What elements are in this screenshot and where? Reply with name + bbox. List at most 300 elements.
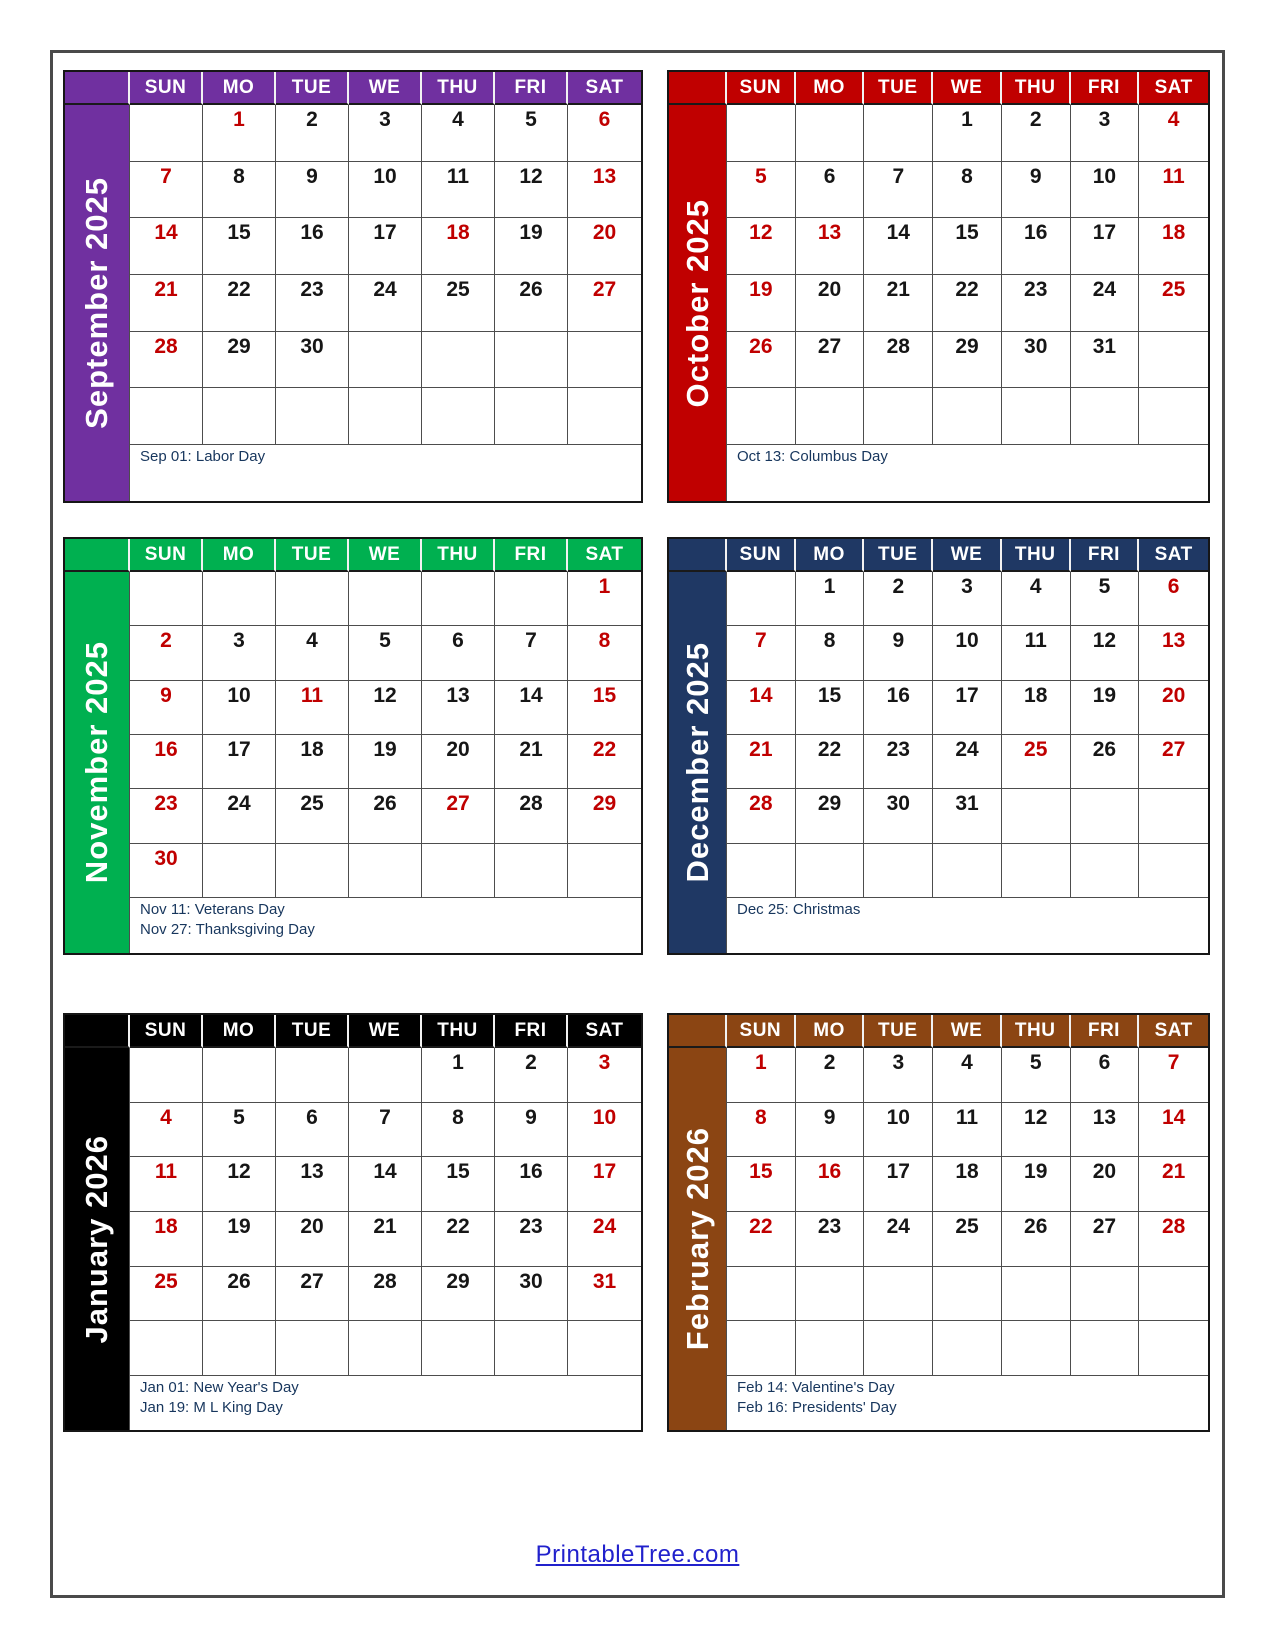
date-number: 15 [817, 683, 842, 707]
date-number: 7 [1167, 1051, 1180, 1074]
date-cell [796, 789, 865, 843]
day-header-sat: SAT [1139, 539, 1208, 572]
day-header-we: WE [349, 72, 422, 105]
date-number: 27 [1092, 1215, 1117, 1238]
date-number: 26 [1024, 1215, 1048, 1238]
date-cell [1071, 332, 1140, 389]
holiday-note: Dec 25: Christmas [737, 900, 861, 918]
date-cell [276, 789, 349, 843]
date-number: 18 [1161, 221, 1186, 245]
date-cell [349, 735, 422, 789]
date-cell [1071, 275, 1140, 332]
date-cell [1002, 162, 1071, 219]
date-cell [568, 332, 641, 389]
day-header-fri: FRI [1071, 72, 1140, 105]
date-cell [1002, 681, 1071, 735]
date-number: 1 [598, 575, 611, 598]
date-cell [1071, 1157, 1140, 1212]
date-cell [203, 681, 276, 735]
date-number: 10 [1092, 164, 1117, 188]
date-number: 24 [592, 1215, 617, 1238]
date-cell [422, 388, 495, 445]
date-number: 9 [892, 629, 905, 653]
date-cell [933, 1321, 1002, 1376]
date-number: 17 [227, 737, 251, 761]
day-header-tue: TUE [864, 1015, 933, 1048]
month-sidebar [65, 572, 130, 953]
date-number: 22 [749, 1215, 773, 1238]
date-cell [1071, 789, 1140, 843]
date-cell [796, 388, 865, 445]
date-number: 12 [749, 221, 773, 245]
date-cell [933, 789, 1002, 843]
date-number: 2 [306, 108, 318, 131]
date-cell [933, 681, 1002, 735]
date-number: 20 [592, 221, 617, 245]
date-cell [203, 572, 276, 626]
date-number: 17 [1092, 221, 1117, 245]
date-cell [276, 735, 349, 789]
date-cell [422, 1267, 495, 1322]
date-cell [796, 1212, 865, 1267]
date-cell [349, 1267, 422, 1322]
date-cell [276, 572, 349, 626]
date-cell [422, 572, 495, 626]
date-cell [422, 735, 495, 789]
date-number: 13 [1161, 629, 1186, 653]
date-number: 26 [227, 1269, 251, 1293]
holiday-notes [130, 445, 641, 501]
date-cell [1139, 735, 1208, 789]
date-cell [422, 275, 495, 332]
date-cell [568, 275, 641, 332]
month-title: October 2025 [679, 198, 715, 408]
day-header-thu: THU [422, 539, 495, 572]
footer [0, 1541, 1275, 1569]
date-cell [1071, 1267, 1140, 1322]
date-cell [1002, 1267, 1071, 1322]
date-cell [495, 1157, 568, 1212]
date-cell [933, 735, 1002, 789]
date-cell [933, 572, 1002, 626]
date-cell [1002, 789, 1071, 843]
date-cell [568, 1103, 641, 1158]
date-number: 4 [1029, 575, 1042, 598]
date-cell [796, 1157, 865, 1212]
date-number: 9 [160, 683, 172, 707]
date-cell [1071, 735, 1140, 789]
date-number: 18 [154, 1215, 178, 1238]
date-number: 22 [817, 737, 842, 761]
date-cell [1139, 105, 1208, 162]
date-number: 11 [154, 1160, 178, 1184]
date-number: 18 [446, 221, 470, 245]
day-header-thu: THU [422, 1015, 495, 1048]
date-number: 22 [955, 278, 979, 301]
date-number: 12 [519, 164, 543, 188]
date-number: 9 [823, 1105, 836, 1129]
date-number: 8 [823, 629, 836, 653]
date-number: 22 [227, 278, 251, 301]
day-header-thu: THU [1002, 72, 1071, 105]
date-cell [495, 572, 568, 626]
date-number: 2 [160, 629, 172, 653]
date-number: 19 [1092, 683, 1117, 707]
date-number: 30 [1024, 334, 1048, 358]
date-number: 23 [1024, 278, 1048, 301]
date-number: 3 [892, 1051, 905, 1074]
date-cell [203, 388, 276, 445]
date-cell [422, 789, 495, 843]
date-cell [349, 844, 422, 898]
date-cell [796, 572, 865, 626]
date-cell [1139, 572, 1208, 626]
date-number: 20 [300, 1215, 324, 1238]
date-number: 21 [519, 737, 543, 761]
date-number: 27 [817, 334, 842, 358]
date-number: 28 [373, 1269, 397, 1293]
month-title: December 2025 [679, 642, 715, 883]
date-number: 27 [1161, 737, 1186, 761]
date-number: 5 [1029, 1051, 1042, 1074]
date-number: 4 [306, 629, 318, 653]
month-title: February 2026 [679, 1127, 715, 1351]
date-number: 31 [1092, 334, 1117, 358]
date-number: 1 [755, 1051, 767, 1074]
printabletree-link[interactable]: PrintableTree.com [535, 1541, 740, 1568]
date-number: 17 [955, 683, 979, 707]
date-number: 12 [1024, 1105, 1048, 1129]
date-cell [203, 275, 276, 332]
date-cell [422, 1321, 495, 1376]
holiday-note: Jan 01: New Year's Day [140, 1379, 299, 1396]
date-number: 25 [446, 278, 470, 301]
date-cell [349, 1321, 422, 1376]
date-cell [1139, 789, 1208, 843]
holiday-note: Nov 27: Thanksgiving Day [140, 920, 315, 938]
date-cell [1002, 735, 1071, 789]
date-number: 14 [886, 221, 910, 245]
date-cell [349, 1048, 422, 1103]
date-number: 20 [1161, 683, 1186, 707]
date-cell [864, 1267, 933, 1322]
date-cell [1139, 844, 1208, 898]
date-cell [1139, 1103, 1208, 1158]
date-cell [203, 332, 276, 389]
date-cell [130, 388, 203, 445]
date-number: 24 [227, 792, 251, 816]
date-cell [727, 388, 796, 445]
date-cell [1139, 275, 1208, 332]
date-number: 2 [1029, 108, 1042, 131]
date-number: 6 [306, 1105, 318, 1129]
date-cell [349, 332, 422, 389]
date-number: 9 [525, 1105, 537, 1129]
date-cell [203, 789, 276, 843]
date-number: 11 [446, 164, 470, 188]
date-number: 25 [300, 792, 324, 816]
date-cell [568, 1321, 641, 1376]
date-cell [130, 1157, 203, 1212]
date-cell [276, 1321, 349, 1376]
date-number: 4 [452, 108, 464, 131]
date-cell [796, 1267, 865, 1322]
date-number: 3 [1098, 108, 1111, 131]
date-cell [864, 1212, 933, 1267]
date-cell [203, 1321, 276, 1376]
date-number: 18 [1024, 683, 1048, 707]
date-cell [495, 789, 568, 843]
date-cell [203, 844, 276, 898]
date-number: 6 [1167, 575, 1180, 598]
date-number: 2 [823, 1051, 836, 1074]
day-header-thu: THU [1002, 1015, 1071, 1048]
day-header-fri: FRI [1071, 539, 1140, 572]
date-cell [495, 844, 568, 898]
date-number: 13 [1092, 1105, 1117, 1129]
date-number: 6 [598, 108, 611, 131]
date-cell [130, 681, 203, 735]
date-number: 16 [1024, 221, 1048, 245]
day-header-thu: THU [422, 72, 495, 105]
date-number: 11 [1024, 629, 1047, 653]
date-number: 14 [154, 221, 178, 245]
date-cell [796, 218, 865, 275]
date-cell [1071, 1321, 1140, 1376]
date-cell [727, 1103, 796, 1158]
date-cell [130, 572, 203, 626]
date-cell [864, 332, 933, 389]
date-cell [1071, 388, 1140, 445]
date-cell [933, 1267, 1002, 1322]
date-number: 15 [227, 221, 251, 245]
date-cell [1139, 1212, 1208, 1267]
date-cell [864, 1157, 933, 1212]
date-number: 22 [592, 737, 617, 761]
date-cell [796, 275, 865, 332]
date-cell [130, 735, 203, 789]
day-header-fri: FRI [495, 72, 568, 105]
date-cell [276, 1048, 349, 1103]
holiday-notes [727, 1376, 1208, 1430]
date-cell [422, 1212, 495, 1267]
date-number: 9 [306, 164, 318, 188]
holiday-note: Feb 14: Valentine's Day [737, 1379, 895, 1396]
date-cell [864, 572, 933, 626]
date-cell [568, 388, 641, 445]
date-cell [727, 162, 796, 219]
date-number: 3 [598, 1051, 611, 1074]
date-number: 5 [755, 164, 767, 188]
month-block-september-2025 [63, 70, 643, 503]
date-cell [1002, 388, 1071, 445]
date-cell [349, 1212, 422, 1267]
date-cell [422, 844, 495, 898]
date-number: 28 [1161, 1215, 1186, 1238]
date-cell [349, 388, 422, 445]
date-cell [933, 275, 1002, 332]
day-header-mo: MO [796, 539, 865, 572]
date-number: 30 [886, 792, 910, 816]
date-number: 4 [961, 1051, 973, 1074]
date-number: 8 [233, 164, 245, 188]
day-header-tue: TUE [864, 72, 933, 105]
date-cell [568, 789, 641, 843]
date-cell [130, 275, 203, 332]
date-cell [1002, 1103, 1071, 1158]
date-number: 20 [817, 278, 842, 301]
date-number: 19 [227, 1215, 251, 1238]
date-cell [349, 1103, 422, 1158]
date-number: 10 [955, 629, 979, 653]
date-number: 13 [446, 683, 470, 707]
date-cell [495, 626, 568, 680]
date-cell [568, 1267, 641, 1322]
day-header-sat: SAT [1139, 72, 1208, 105]
date-number: 21 [886, 278, 910, 301]
date-cell [1002, 1321, 1071, 1376]
month-block-january-2026 [63, 1013, 643, 1432]
date-cell [495, 1048, 568, 1103]
holiday-notes [130, 1376, 641, 1430]
date-cell [1002, 332, 1071, 389]
date-cell [1139, 332, 1208, 389]
header-corner-cell [65, 539, 130, 572]
date-number: 4 [1167, 108, 1180, 131]
day-header-fri: FRI [495, 539, 568, 572]
date-cell [727, 1267, 796, 1322]
date-number: 15 [446, 1160, 470, 1184]
date-cell [1139, 681, 1208, 735]
date-cell [130, 1048, 203, 1103]
date-cell [349, 218, 422, 275]
date-number: 26 [749, 334, 773, 358]
date-number: 17 [886, 1160, 910, 1184]
day-header-sun: SUN [130, 539, 203, 572]
date-cell [1071, 162, 1140, 219]
date-number: 10 [592, 1105, 617, 1129]
date-number: 21 [154, 278, 178, 301]
date-number: 28 [886, 334, 910, 358]
date-cell [276, 681, 349, 735]
date-cell [422, 1103, 495, 1158]
date-number: 5 [233, 1105, 245, 1129]
date-cell [422, 681, 495, 735]
date-number: 29 [446, 1269, 470, 1293]
day-header-we: WE [933, 72, 1002, 105]
date-number: 16 [519, 1160, 543, 1184]
date-number: 23 [519, 1215, 543, 1238]
date-cell [495, 1212, 568, 1267]
day-header-tue: TUE [276, 1015, 349, 1048]
date-number: 30 [154, 846, 178, 870]
date-cell [349, 275, 422, 332]
date-cell [1139, 388, 1208, 445]
date-cell [203, 1157, 276, 1212]
date-cell [1002, 1212, 1071, 1267]
day-header-sun: SUN [130, 1015, 203, 1048]
date-number: 31 [592, 1269, 617, 1293]
holiday-notes [727, 445, 1208, 501]
date-cell [130, 1321, 203, 1376]
date-number: 25 [154, 1269, 178, 1293]
date-cell [495, 388, 568, 445]
date-cell [1002, 844, 1071, 898]
date-number: 22 [446, 1215, 470, 1238]
day-header-fri: FRI [495, 1015, 568, 1048]
date-cell [203, 1103, 276, 1158]
date-number: 25 [1161, 278, 1186, 301]
date-number: 5 [379, 629, 391, 653]
day-header-sat: SAT [1139, 1015, 1208, 1048]
date-number: 20 [446, 737, 470, 761]
day-header-thu: THU [1002, 539, 1071, 572]
date-number: 7 [379, 1105, 391, 1129]
date-cell [796, 1321, 865, 1376]
date-number: 27 [592, 278, 617, 301]
date-number: 7 [755, 629, 767, 653]
month-block-november-2025 [63, 537, 643, 955]
date-cell [349, 572, 422, 626]
date-cell [1002, 1048, 1071, 1103]
date-cell [495, 105, 568, 162]
day-header-we: WE [349, 539, 422, 572]
date-number: 23 [154, 792, 178, 816]
date-cell [727, 1212, 796, 1267]
holiday-note: Feb 16: Presidents' Day [737, 1399, 897, 1416]
date-cell [422, 1157, 495, 1212]
date-number: 27 [446, 792, 470, 816]
date-cell [276, 1157, 349, 1212]
date-cell [1139, 1321, 1208, 1376]
date-cell [495, 162, 568, 219]
date-cell [1071, 218, 1140, 275]
day-header-we: WE [933, 1015, 1002, 1048]
date-number: 10 [886, 1105, 910, 1129]
date-number: 24 [886, 1215, 910, 1238]
date-cell [495, 218, 568, 275]
date-cell [130, 332, 203, 389]
day-header-sun: SUN [727, 72, 796, 105]
date-cell [864, 218, 933, 275]
date-number: 31 [955, 792, 979, 816]
date-cell [933, 1103, 1002, 1158]
date-cell [933, 1048, 1002, 1103]
day-header-mo: MO [203, 72, 276, 105]
date-number: 12 [1092, 629, 1117, 653]
date-number: 25 [1024, 737, 1048, 761]
date-number: 25 [955, 1215, 979, 1238]
date-cell [1071, 626, 1140, 680]
date-number: 16 [300, 221, 324, 245]
date-number: 8 [755, 1105, 767, 1129]
date-number: 16 [817, 1160, 842, 1184]
date-number: 11 [1162, 164, 1185, 188]
date-cell [568, 735, 641, 789]
date-number: 21 [373, 1215, 397, 1238]
date-cell [1139, 1048, 1208, 1103]
date-cell [276, 332, 349, 389]
date-cell [568, 218, 641, 275]
date-cell [1139, 1157, 1208, 1212]
month-block-february-2026 [667, 1013, 1210, 1432]
header-corner-cell [669, 72, 727, 105]
date-cell [1071, 844, 1140, 898]
date-cell [422, 1048, 495, 1103]
date-number: 9 [1029, 164, 1042, 188]
month-block-october-2025 [667, 70, 1210, 503]
date-cell [568, 844, 641, 898]
